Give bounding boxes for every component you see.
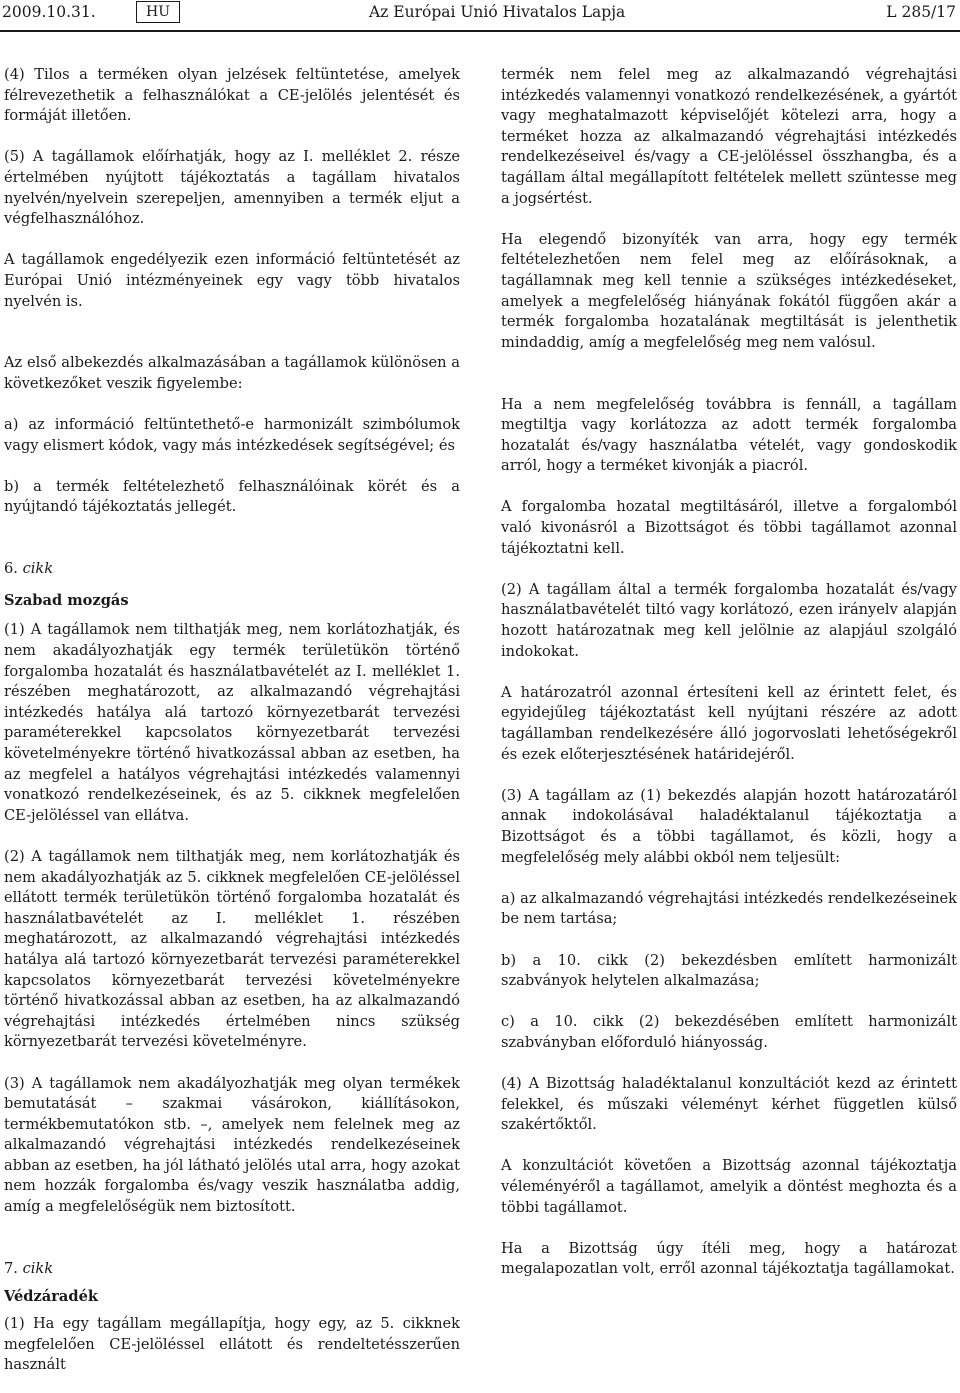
paragraph: (3) A tagállamok nem akadályozhatják meg olyan termékek bemutatását – szakmai vásárokon, kiállításokon, termékbemutatókon stb. –, amelyek nem felelnek meg az alkalmazandó végrehajtási intézkedés rendelkezéseinek abban az esetben, ha jól látható jelölés utal arra, hogy azokat nem hozzák forgalomba és/vagy veszik használatba addig, amíg a megfelelőségük nem biztosított. — [4, 1074, 460, 1216]
header-rule — [0, 30, 960, 32]
paragraph: Ha a nem megfelelőség továbbra is fennáll, a tagállam megtiltja vagy korlátozza az adott termék forgalomba hozatalát és/vagy használatba vételét, vagy gondoskodik arról, hogy a terméket kivonják a piacról. — [501, 395, 957, 475]
page-header — [0, 0, 960, 30]
paragraph: (5) A tagállamok előírhatják, hogy az I. melléklet 2. része értelmében nyújtott tájékoztatás a tagállam hivatalos nyelvén/nyelvein szerepeljen, amennyiben a termék eljut a végfelhasználóhoz. — [4, 148, 460, 228]
paragraph: A forgalomba hozatal megtiltásáról, illetve a forgalomból való kivonásról a Bizottságot és többi tagállamot azonnal tájékoztatni kell. — [501, 498, 957, 557]
language-code-box: HU — [136, 1, 180, 23]
paragraph: Ha a Bizottság úgy ítéli meg, hogy a határozat megalapozatlan volt, erről azonnal tájékoztatja tagállamokat. — [501, 1239, 957, 1278]
journal-title: Az Európai Unió Hivatalos Lapja — [369, 3, 626, 21]
paragraph: (4) Tilos a terméken olyan jelzések feltüntetése, amelyek félrevezethetik a felhasználókat a CE-jelölés jelentését és formáját illetően. — [4, 66, 460, 125]
paragraph: A tagállamok engedélyezik ezen információ feltüntetését az Európai Unió intézményeinek egy vagy több hivatalos nyelvén is. — [4, 251, 460, 310]
paragraph: (1) A tagállamok nem tilthatják meg, nem korlátozhatják, és nem akadályozhatják egy termék területükön történő forgalomba hozatalát és használatbavételét az I. melléklet 1. részében meghatározott, az alkalmazandó végrehajtási intézkedés hatálya alá tartozó környezetbarát tervezési paraméterekkel kapcsolatos környezetbarát tervezési követelményekre történő hivatkozással abban az esetben, ha az megfelel a hatályos végrehajtási intézkedés valamennyi vonatkozó rendelkezéseinek, és az 5. cikknek megfelelően CE-jelöléssel van ellátva. — [4, 621, 460, 824]
list-item: b) a termék feltételezhető felhasználóinak körét és a nyújtandó tájékoztatás jellegét. — [4, 477, 460, 516]
list-item: a) az információ feltüntethető-e harmonizált szimbólumok vagy elismert kódok, vagy más intézkedések segítségével; és — [4, 416, 460, 454]
article-7-title: Védzáradék — [4, 1288, 98, 1306]
paragraph: Ha elegendő bizonyíték van arra, hogy egy termék feltételezhetően nem felel meg az előírásoknak, a tagállamnak meg kell tennie a szükséges intézkedéseket, amelyek a megfelelőség hiányának fokától függően akár a termék forgalomba hozatalának megtiltását is jelenthetik mindaddig, amíg a megfelelőség meg nem valósul. — [501, 230, 957, 351]
page-number: L 285/17 — [886, 3, 956, 21]
list-item: b) a 10. cikk (2) bekezdésben említett harmonizált szabványok helytelen alkalmazása; — [501, 951, 957, 990]
right-column — [501, 65, 957, 1280]
list-item: c) a 10. cikk (2) bekezdésében említett harmonizált szabványban előforduló hiányosság. — [501, 1013, 957, 1051]
paragraph: (3) A tagállam az (1) bekezdés alapján hozott határozatáról annak indokolásával haladéktalanul tájékoztatja a Bizottságot és a többi tagállamot, és közli, hogy a megfelelőség mely alábbi okból nem teljesült: — [501, 786, 957, 866]
paragraph: (2) A tagállamok nem tilthatják meg, nem korlátozhatják és nem akadályozhatják az 5. cikknek megfelelően CE-jelöléssel ellátott termék területükön történő forgalomba hozatalát és használatbavételét az I. melléklet 1. részében meghatározott, az alkalmazandó végrehajtási intézkedés hatálya alá tartozó környezetbarát tervezési paraméterekkel kapcsolatos környezetbarát tervezési követelményekre történő hivatkozással abban az esetben, ha az alkalmazandó végrehajtási intézkedés értelmében nincs szükség környezetbarát tervezési követelményre. — [4, 847, 460, 1051]
paragraph: (4) A Bizottság haladéktalanul konzultációt kezd az érintett felekkel, és műszaki véleményt kérhet független külső szakértőktől. — [501, 1075, 957, 1134]
article-6-number: 6. cikk — [4, 560, 54, 578]
publication-date: 2009.10.31. — [2, 3, 96, 21]
left-column — [4, 65, 460, 1376]
article-6-title: Szabad mozgás — [4, 591, 129, 609]
paragraph: Az első albekezdés alkalmazásában a tagállamok különösen a következőket veszik figyelembe: — [4, 354, 460, 392]
list-item: a) az alkalmazandó végrehajtási intézkedés rendelkezéseinek be nem tartása; — [501, 889, 957, 928]
paragraph: termék nem felel meg az alkalmazandó végrehajtási intézkedés valamennyi vonatkozó rendelkezésének, a gyártót vagy meghatalmazott képviselőjét kötelezi arra, hogy a terméket hozza az alkalmazandó végrehajtási intézkedés rendelkezéseivel és/vagy a CE-jelöléssel összhangba, és a tagállam által megállapított feltételek mellett szüntesse meg a jogsértést. — [501, 66, 957, 207]
article-7-number: 7. cikk — [4, 1259, 54, 1277]
paragraph: A határozatról azonnal értesíteni kell az érintett felet, és egyidejűleg tájékoztatást kell nyújtani részére az adott tagállamban rendelkezésére álló jogorvoslati lehetőségekről és ezek előterjesztésének határidejéről. — [501, 683, 957, 763]
paragraph: (1) Ha egy tagállam megállapítja, hogy egy, az 5. cikknek megfelelően CE-jelöléssel ellátott és rendeltetésszerűen használt — [4, 1315, 460, 1374]
paragraph: (2) A tagállam által a termék forgalomba hozatalát és/vagy használatbavételét tiltó vagy korlátozó, ezen irányelv alapján hozott határozatnak meg kell jelölnie az alapjául szolgáló indokokat. — [501, 580, 957, 660]
paragraph: A konzultációt követően a Bizottság azonnal tájékoztatja véleményéről a tagállamot, amelyik a döntést meghozta és a többi tagállamot. — [501, 1157, 957, 1216]
